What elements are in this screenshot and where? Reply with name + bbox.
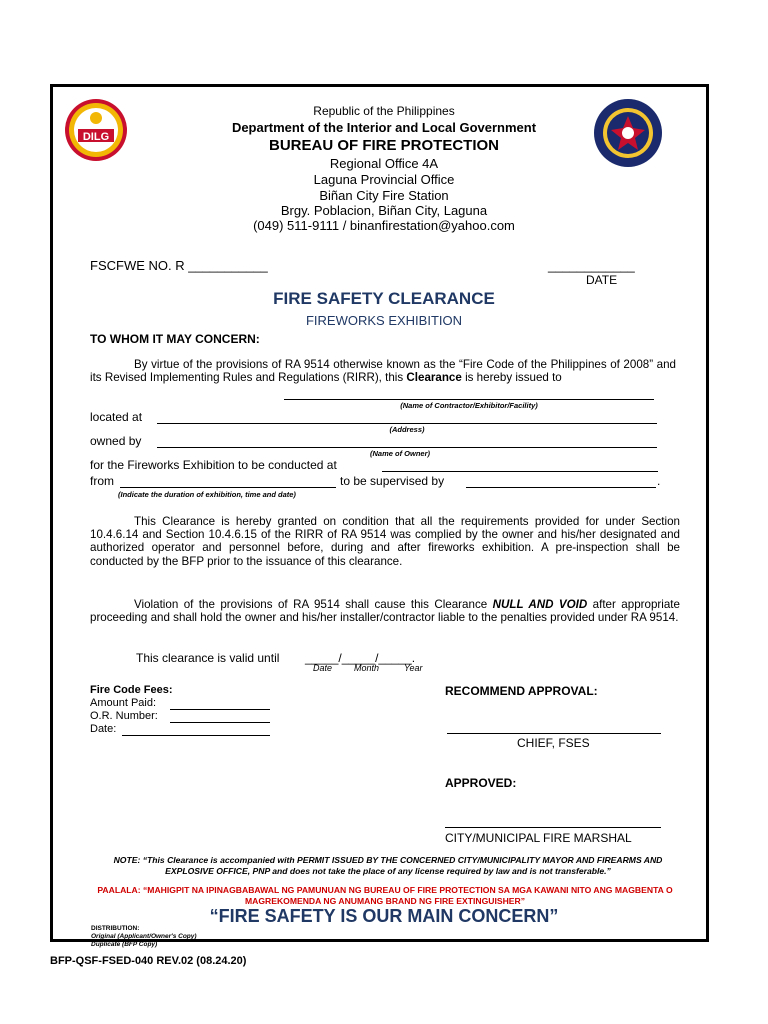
form-number-label: FSCFWE NO. R [90,258,185,273]
validity-year-label: Year [404,663,423,673]
exhibition-line [382,471,658,472]
form-code: BFP-QSF-FSED-040 REV.02 (08.24.20) [50,955,247,967]
dilg-logo-text: DILG [82,131,110,143]
address-line [157,423,657,424]
violation-before: Violation of the provisions of RA 9514 shall cause this Clearance [134,598,488,611]
motto: “FIRE SAFETY IS OUR MAIN CONCERN” [209,906,559,926]
address-line-1: Regional Office 4A [329,156,439,171]
supervisor-line [466,487,656,488]
page-subtitle: FIREWORKS EXHIBITION [305,313,462,328]
period: . [657,474,661,488]
republic-line: Republic of the Philippines [313,104,455,118]
contractor-caption: (Name of Contractor/Exhibitor/Facility) [400,401,538,410]
violation-bold: NULL AND VOID [492,598,588,611]
address-line-4: Brgy. Poblacion, Biñan City, Laguna [280,203,488,218]
validity-date-label: Date [313,663,333,673]
owner-caption: (Name of Owner) [369,449,430,458]
address-line-5: (049) 511-9111 / binanfirestation@yahoo.com [253,218,515,233]
or-number-line [170,722,270,723]
condition-text: This Clearance is hereby granted on condition that all the requirements provided for under Section 10.4.6.14 and Section 10.4.6.15 of the RIRR of RA 9514 was complied by the owner and his/her designated and authorized operator and personnel before, during and after fireworks exhibition. A pre-inspection shall be conducted by the BFP prior to the issuance of this clearance. [90,515,680,568]
owner-line [157,447,657,448]
intro-after: is hereby issued to [465,371,562,385]
supervised-label: to be supervised by [340,474,445,488]
duration-caption: (Indicate the duration of exhibition, time and date) [118,490,296,499]
from-line [120,487,336,488]
violation-paragraph [90,598,680,624]
amount-paid-label: Amount Paid: [90,697,157,709]
paalala-text: PAALALA: “MAHIGPIT NA IPINAGBABAWAL NG PAMUNUAN NG BUREAU OF FIRE PROTECTION SA MGA KAWANI NITO ANG MAGBENTA O MAGREKOMENDA NG ANUMANG BRAND NG FIRE EXTINGUISHER” [97,885,673,906]
department-line: Department of the Interior and Local Government [231,120,537,135]
located-at-label: located at [90,410,143,424]
date-blank: ____________ [548,258,635,273]
distribution-original: Original (Applicant/Owner's Copy) [91,933,197,940]
intro-text: By virtue of the provisions of RA 9514 otherwise known as the “Fire Code of the Philippines of 2008” and its Revised Implementing Rules and Regulations (RIRR), this [90,358,676,385]
intro-bold: Clearance [406,371,462,385]
validity-month-label: Month [354,663,380,673]
amount-paid-line [170,709,270,710]
fees-title: Fire Code Fees: [90,684,173,696]
page-title: FIRE SAFETY CLEARANCE [273,289,495,308]
distribution-duplicate: Duplicate (BFP Copy) [91,941,158,948]
fee-date-line [122,735,270,736]
violation-after: after appropriate proceeding and shall hold the owner and his/her installer/contractor liable to the penalties provided under RA 9514. [90,598,680,625]
chief-signature-line [447,733,661,734]
from-label: from [90,474,114,488]
distribution-title: DISTRIBUTION: [91,925,140,932]
note-text: NOTE: “This Clearance is accompanied with PERMIT ISSUED BY THE CONCERNED CITY/MUNICIPALITY MAYOR AND FIREARMS AND EXPLOSIVE OFFICE, PNP and does not take the place of any license required by law and is not transferable.” [113,855,663,876]
contractor-line [284,399,654,400]
recommend-approval: RECOMMEND APPROVAL: [445,684,598,698]
bureau-line: BUREAU OF FIRE PROTECTION [268,137,499,154]
chief-title: CHIEF, FSES [517,736,590,750]
fee-date-label: Date: [90,723,117,735]
salutation: TO WHOM IT MAY CONCERN: [90,332,260,346]
or-number-label: O.R. Number: [90,710,158,722]
address-line-2: Laguna Provincial Office [313,172,455,187]
validity-date-blank: _____/_____/_____. [305,651,416,665]
form-number [90,258,268,273]
date-label: DATE [586,273,618,287]
owned-by-label: owned by [90,434,142,448]
address-line-3: Biñan City Fire Station [319,188,449,203]
marshal-title: CITY/MUNICIPAL FIRE MARSHAL [445,831,632,845]
exhibition-label: for the Fireworks Exhibition to be conducted at [90,458,337,472]
intro-paragraph [90,358,676,384]
condition-paragraph [90,515,680,568]
validity-text: This clearance is valid until [136,651,280,665]
form-number-blank: ___________ [188,258,268,273]
marshal-signature-line [445,827,661,828]
approved-label: APPROVED: [445,776,517,790]
address-caption: (Address) [389,425,425,434]
